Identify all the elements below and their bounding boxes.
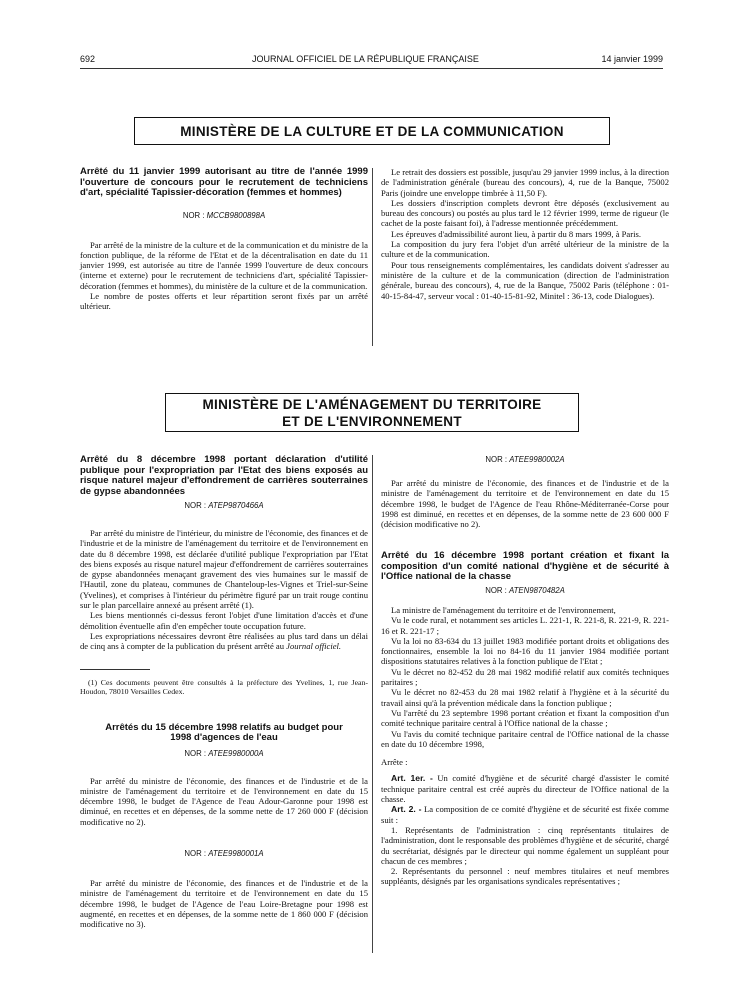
paragraph: Les épreuves d'admissibilité auront lieu, à partir du 8 mars 1999, à Paris. [391,228,641,239]
footnote: (1) Ces documents peuvent être consultés à la préfecture des Yvelines, 1, rue Jean-Houdon, 78010 Versailles Cedex. [80,677,368,697]
arrete-culture-right [381,167,669,301]
paragraph: Vu l'arrêté du 23 septembre 1998 portant création et fixant la composition d'un comité technique paritaire central à l'Office national de la chasse ; [381,707,669,729]
arrete-budget-nor-3: NOR : ATEE9980002A [485,455,565,464]
article-1: Art. 1er. - Un comité d'hygiène et de sécurité chargé d'assister le comité technique paritaire central est créé auprès du directeur de l'Office national de la chasse. [381,773,669,805]
paragraph: 2. Représentants du personnel : neuf membres titulaires et neuf membres suppléants, désignés par les organisations syndicales représentatives ; [381,866,669,887]
arrete-chsc-nor: NOR : ATEN9870482A [485,585,565,595]
column-divider [372,168,373,346]
paragraph: Le nombre de postes offerts et leur répartition seront fixés par un arrêté ultérieur. [80,290,368,312]
arrete-expropriation-title: Arrêté du 8 décembre 1998 portant déclaration d'utilité publique pour l'expropriation par l'Etat des biens exposés au risque naturel majeur d'effondrement de carrières souterraines de gypse abandonnées [80,454,368,497]
paragraph: Par arrêté du ministre de l'intérieur, du ministre de l'économie, des finances et de l'industrie et de la ministre de l'aménagement du territoire et de l'environnement en date du 8 décembre 1998, est déclarée d'utilité publique l'expropriation par l'Etat des biens exposés au risque naturel majeur d'effondrement de carrières souterraines de gypse abandonnées menaçant gravement des vies humaines sur le massif de l'Hautil, zone du plateau, communes de Chanteloup-les-Vignes et Triel-sur-Seine (Yvelines), et comprises à l'intérieur du périmètre figuré par un trait rouge continu sur le plan parcellaire annexé au présent arrêté (1). [80,528,368,611]
ministry-environment-line1: MINISTÈRE DE L'AMÉNAGEMENT DU TERRITOIRE [202,396,542,412]
paragraph: Pour tous renseignements complémentaires, les candidats doivent s'adresser au ministère de la culture et de la communication (direction de l'administration générale, bureau des concours), 4, rue de la Banque, 75002 Paris (téléphone : 01-40-15-84-47, serveur vocal : 01-40-15-81-92, Minitel : 36-13, code Dialogues). [381,259,669,301]
paragraph: Le retrait des dossiers est possible, jusqu'au 29 janvier 1999 inclus, à la direction de l'administration générale (bureau des concours), 4, rue de la Banque, 75002 Paris (joindre une enveloppe timbrée à 11,50 F). [381,167,669,198]
ministry-culture-name: MINISTÈRE DE LA CULTURE ET DE LA COMMUNICATION [180,123,564,139]
article-1-label: Art. 1er. - [391,773,433,784]
page-number: 692 [80,54,96,64]
journal-title: JOURNAL OFFICIEL DE LA RÉPUBLIQUE FRANÇAISE [252,54,479,64]
nor-code: ATEN9870482A [509,585,565,595]
paragraph: Par arrêté du ministre de l'économie, des finances et de l'industrie et de la ministre de l'aménagement du territoire et de l'environnement en date du 15 décembre 1998, le budget de l'Agence de l'eau Loire-Bretagne pour 1998 est augmenté, en recettes et en dépenses, de la somme nette de 1 860 000 F (décision modificative no 3). [80,878,368,930]
paragraph: Par arrêté de la ministre de la culture et de la communication et du ministre de la fonction publique, de la réforme de l'Etat et de la décentralisation en date du 11 janvier 1999, est autorisée au titre de l'année 1999 l'ouverture de deux concours (interne et externe) pour le recrutement de techniciens d'art, spécialité Tapissier-décoration (femmes et hommes), du ministère de la culture et de la communication. [80,239,368,291]
paragraph: Vu la loi no 83-634 du 13 juillet 1983 modifiée portant droits et obligations des fonctionnaires, ensemble la loi no 84-16 du 11 janvier 1984 modifiée portant dispositions statutaires relatives à la fonction publique de l'Etat ; [381,635,669,667]
arrete-culture-title: Arrêté du 11 janvier 1999 autorisant au titre de l'année 1999 l'ouverture de concours pour le recrutement de techniciens d'art, spécialité Tapissier-décoration (femmes et hommes) [80,166,368,198]
paragraph: Vu le décret no 82-452 du 28 mai 1982 modifié relatif aux comités techniques paritaires ; [381,666,669,688]
ministry-culture-box [134,117,610,145]
arrete-culture-left [80,167,368,312]
column-divider [372,455,373,953]
nor-code: ATEE9980001A [208,849,264,859]
ministry-environment-box [165,393,579,432]
article-2: Art. 2. - La composition de ce comité d'hygiène et de sécurité est fixée comme suit : [381,804,669,825]
arrete-budget-nor-2: NOR : ATEE9980001A [184,849,264,859]
environment-right-column [381,455,669,887]
arretes-budget-title: Arrêtés du 15 décembre 1998 relatifs au budget pour 1998 d'agences de l'eau [105,721,343,744]
arrete-expropriation-nor: NOR : ATEP9870466A [184,501,264,510]
nor-code: MCCB9800898A [206,210,266,220]
paragraph: Par arrêté du ministre de l'économie, des finances et de l'industrie et de la ministre de l'aménagement du territoire et de l'environnement en date du 15 décembre 1998, le budget de l'Agence de l'eau Adour-Garonne pour 1998 est diminué, en recettes et en dépenses, de la somme nette de 17 260 000 F (décision modificative no 2). [80,775,368,827]
paragraph: Vu le décret no 82-453 du 28 mai 1982 relatif à l'hygiène et à la sécurité du travail ainsi qu'à la prévention médicale dans la fonction publique ; [381,687,669,708]
nor-code: ATEE9980002A [509,455,565,464]
paragraph: La ministre de l'aménagement du territoire et de l'environnement, [391,604,616,615]
paragraph: La composition du jury fera l'objet d'un arrêté ultérieur de la ministre de la culture et de la communication. [381,239,669,260]
arrete-culture-nor: NOR : MCCB9800898A [182,210,266,220]
environment-left-column [80,455,368,930]
arrete-budget-nor-1: NOR : ATEE9980000A [184,748,264,758]
paragraph: Vu le code rural, et notamment ses articles L. 221-1, R. 221-8, R. 221-9, R. 221-16 et R. 221-17 ; [381,615,669,636]
ministry-environment-line2: ET DE L'ENVIRONNEMENT [282,413,462,429]
arrete-keyword: Arrête : [381,757,408,768]
nor-code: ATEE9980000A [208,748,264,758]
paragraph: Les dossiers d'inscription complets devront être déposés (exclusivement au bureau des concours) ou postés au plus tard le 12 février 1999, terme de rigueur (le cachet de la poste faisant foi), à l'adresse mentionnée précédemment. [381,197,669,229]
paragraph: Par arrêté du ministre de l'économie, des finances et de l'industrie et de la ministre de l'aménagement du territoire et de l'environnement en date du 15 décembre 1998, le budget de l'Agence de l'eau Rhône-Méditerranée-Corse pour 1998 est diminué, en recettes et en dépenses, de la somme nette de 23 600 000 F (décision modificative no 2). [381,478,669,530]
header-rule [80,68,663,69]
nor-code: ATEP9870466A [208,501,264,510]
footnote-rule [80,669,150,670]
paragraph: Vu l'avis du comité technique paritaire central de l'Office national de la chasse en date du 10 décembre 1998, [381,728,669,749]
journal-officiel-ref: Journal officiel. [286,641,342,652]
article-2-label: Art. 2. - [391,804,422,815]
header-date: 14 janvier 1999 [601,54,663,64]
paragraph: Les expropriations nécessaires devront être réalisées au plus tard dans un délai de cinq ans à compter de la publication du présent arrêté au Journal officiel. [80,630,368,652]
arrete-chsc-title: Arrêté du 16 décembre 1998 portant création et fixant la composition d'un comité national d'hygiène et de sécurité à l'Office national de la chasse [381,550,669,583]
paragraph: Les biens mentionnés ci-dessus feront l'objet d'une limitation d'accès et d'une démolition éventuelle afin d'en empêcher toute occupation future. [80,610,368,631]
paragraph: 1. Représentants de l'administration : cinq représentants titulaires de l'administration, dont le responsable des problèmes d'hygiène et de sécurité, chargé du secrétariat, désignés par le directeur qui nomme également un suppléant pour chacun de ces membres ; [381,824,669,866]
